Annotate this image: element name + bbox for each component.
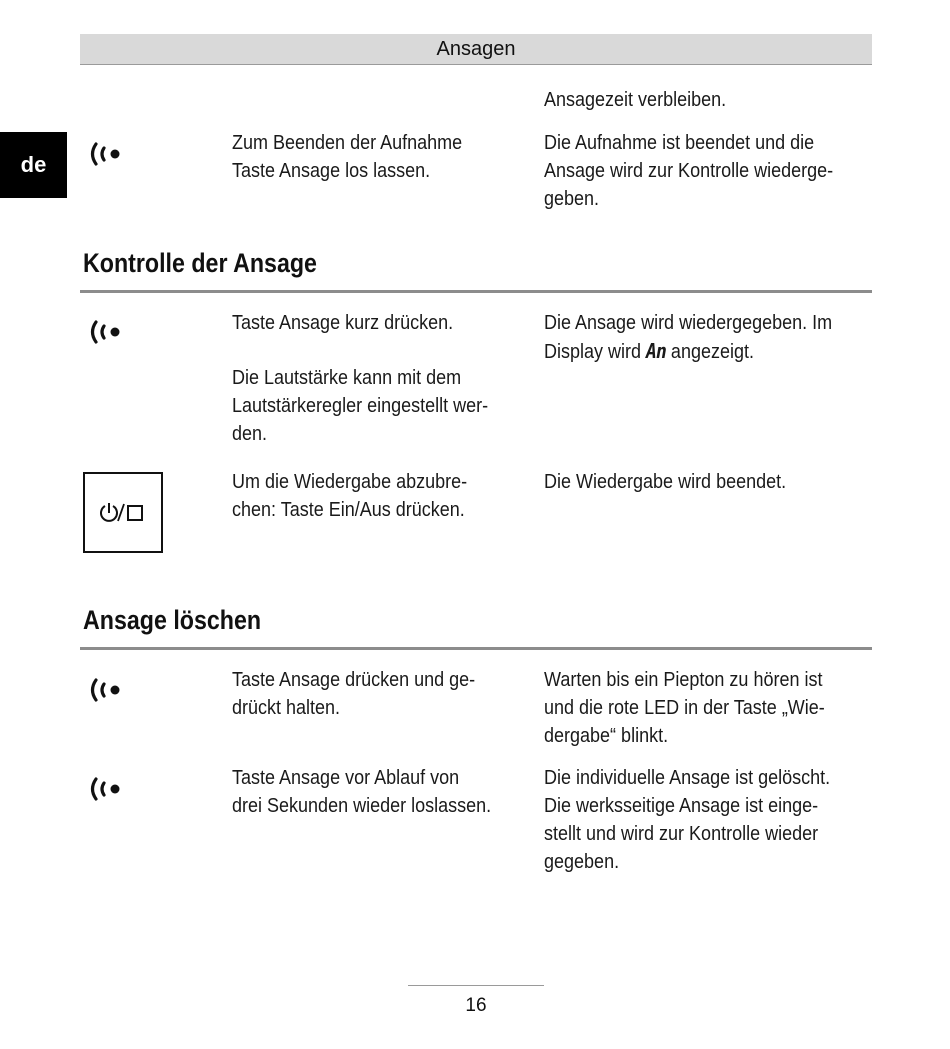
loeschen-row-2-action: Taste Ansage vor Ablauf von drei Sekunden wieder loslassen.	[232, 767, 492, 817]
running-header	[80, 34, 872, 65]
section-divider	[80, 647, 872, 650]
kontrolle-row-2-result: Die Wiedergabe wird beendet.	[544, 471, 787, 493]
power-stop-key-icon	[83, 472, 163, 553]
speaker-sound-icon	[88, 140, 128, 168]
display-glyph: An	[646, 339, 666, 363]
kontrolle-row-2-action: Um die Wiedergabe abzubre- chen: Taste Ein/Aus drücken.	[232, 471, 468, 521]
header-title: Ansagen	[436, 38, 516, 60]
language-label: de	[20, 152, 47, 177]
language-tab	[0, 132, 67, 198]
page-number: 16	[465, 995, 487, 1016]
section-title-loeschen: Ansage löschen	[83, 605, 262, 635]
loeschen-row-2-result: Die individuelle Ansage ist gelöscht. Die werksseitige Ansage ist einge- stellt und wird zur Kontrolle wieder gegeben.	[544, 767, 831, 873]
section-title-kontrolle: Kontrolle der Ansage	[83, 248, 317, 278]
kontrolle-row-1-action: Taste Ansage kurz drücken.	[232, 312, 454, 334]
footer-divider	[408, 985, 544, 986]
intro-row-2-action: Zum Beenden der Aufnahme Taste Ansage los lassen.	[232, 132, 463, 182]
intro-row-1-result: Ansagezeit verbleiben.	[544, 89, 727, 111]
kontrolle-row-1-note: Die Lautstärke kann mit dem Lautstärkeregler eingestellt wer- den.	[232, 367, 489, 445]
intro-row-2-result: Die Aufnahme ist beendet und die Ansage wird zur Kontrolle wiederge- geben.	[544, 132, 834, 210]
section-divider	[80, 290, 872, 293]
loeschen-row-1-result: Warten bis ein Piepton zu hören ist und die rote LED in der Taste „Wie- dergabe“ blinkt.	[544, 669, 825, 747]
speaker-sound-icon	[88, 676, 128, 704]
speaker-sound-icon	[88, 775, 128, 803]
kontrolle-row-1-result: Die Ansage wird wiedergegeben. Im Display wird An angezeigt.	[544, 312, 833, 363]
speaker-sound-icon	[88, 318, 128, 346]
loeschen-row-1-action: Taste Ansage drücken und ge- drückt halten.	[232, 669, 476, 719]
